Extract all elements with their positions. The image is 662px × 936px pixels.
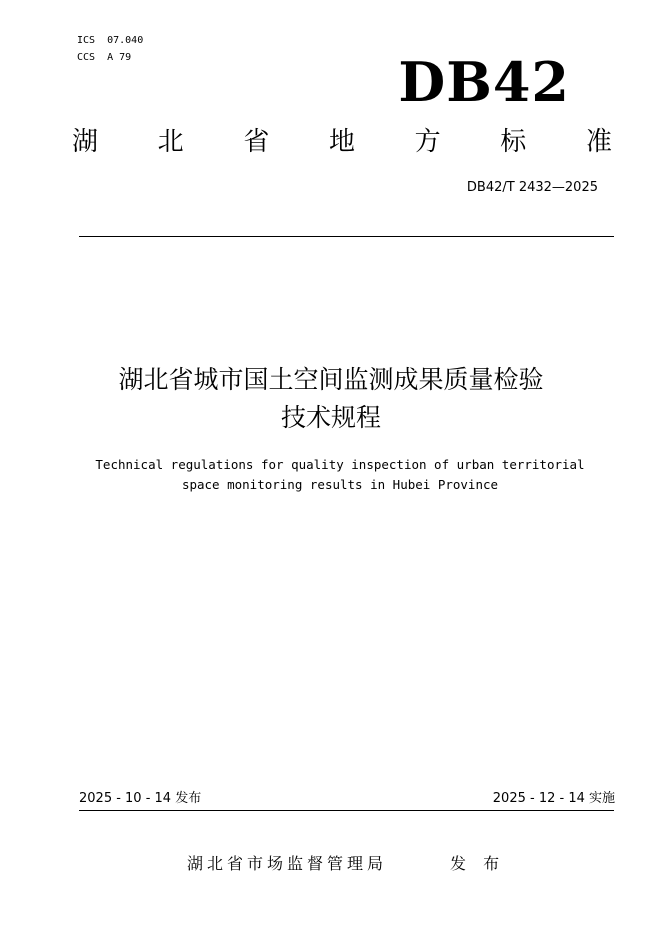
standard-type-char: 准 [585,127,612,157]
standard-type-char: 标 [500,127,527,157]
ccs-code: CCS A 79 [77,52,132,63]
standard-type-char: 方 [414,127,441,157]
classification-codes [77,32,143,66]
chinese-title-line1: 湖北省城市国土空间监测成果质量检验 [118,365,544,394]
bottom-divider [79,810,614,811]
top-divider [79,236,614,237]
standard-type-char: 湖 [72,127,99,157]
english-title-line1: Technical regulations for quality inspection of urban territorial [95,457,585,472]
standard-type-char: 省 [243,127,270,157]
db42-logo: DB42 [398,50,570,114]
standard-type [72,124,612,160]
implement-date: 2025 - 12 - 14 实施 [492,791,615,806]
issuing-authority: 湖北省市场监督管理局 [187,854,388,873]
publish-label: 发 布 [450,854,506,873]
standard-number: DB42/T 2432—2025 [466,180,598,195]
chinese-title [0,361,662,437]
standard-type-char: 地 [328,127,355,157]
standard-type-char: 北 [157,127,184,157]
english-title-line2: space monitoring results in Hubei Province [181,477,499,492]
issue-date: 2025 - 10 - 14 发布 [79,791,202,806]
english-title [40,455,640,495]
ics-code: ICS 07.040 [77,35,144,46]
chinese-title-line2: 技术规程 [280,403,381,432]
